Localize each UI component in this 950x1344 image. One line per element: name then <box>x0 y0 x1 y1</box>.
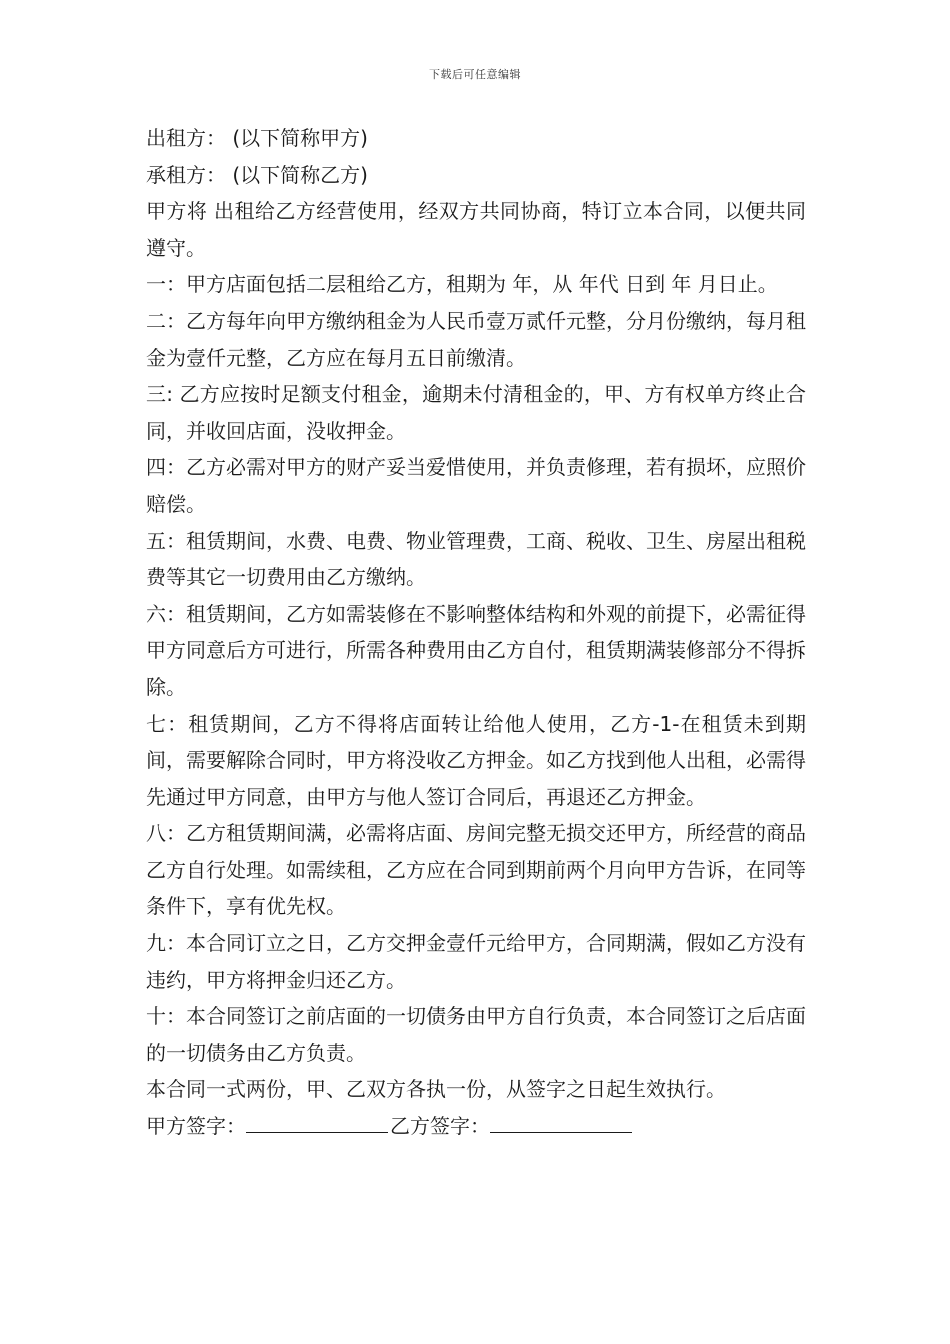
party-a-signature-blank[interactable] <box>246 1112 388 1133</box>
clause-1: 一：甲方店面包括二层租给乙方，租期为 年，从 年代 日到 年 月日止。 <box>146 272 778 297</box>
clause-5: 五：租赁期间，水费、电费、物业管理费，工商、税收、卫生、房屋出租税费等其它一切费用由乙方缴纳。 <box>146 528 806 590</box>
clause-4: 四：乙方必需对甲方的财产妥当爱惜使用，并负责修理，若有损坏，应照价赔偿。 <box>146 455 806 516</box>
clause-copies: 本合同一式两份，甲、乙双方各执一份，从签字之日起生效执行。 <box>146 1077 726 1102</box>
clause-preamble: 甲方将 出租给乙方经营使用，经双方共同协商，特订立本合同，以便共同遵守。 <box>146 199 806 260</box>
clause-8: 八：乙方租赁期间满，必需将店面、房间完整无损交还甲方，所经营的商品乙方自行处理。如需续租，乙方应在合同到期前两个月向甲方告诉，在同等条件下，享有优先权。 <box>146 821 806 919</box>
header-note: 下载后可任意编辑 <box>429 68 521 81</box>
clause-lessee: 承租方： (以下简称乙方) <box>146 162 368 187</box>
clause-lessor: 出租方： (以下简称甲方) <box>146 126 368 150</box>
clause-2: 二：乙方每年向甲方缴纳租金为人民币壹万贰仟元整，分月份缴纳，每月租金为壹仟元整，乙方应在每月五日前缴清。 <box>146 308 806 370</box>
clause-7: 七：租赁期间，乙方不得将店面转让给他人使用，乙方-1-在租赁未到期间，需要解除合同时，甲方将没收乙方押金。如乙方找到他人出租，必需得先通过甲方同意，由甲方与他人签订合同后，再退还乙方押金。 <box>146 711 806 809</box>
clause-9: 九：本合同订立之日，乙方交押金壹仟元给甲方，合同期满，假如乙方没有违约，甲方将押金归还乙方。 <box>146 931 806 992</box>
party-a-signature-label: 甲方签字： <box>146 1114 246 1139</box>
clause-6: 六：租赁期间，乙方如需装修在不影响整体结构和外观的前提下，必需征得甲方同意后方可进行，所需各种费用由乙方自付，租赁期满装修部分不得拆除。 <box>146 601 806 699</box>
clause-10: 十：本合同签订之前店面的一切债务由甲方自行负责，本合同签订之后店面的一切债务由乙方负责。 <box>146 1004 806 1065</box>
contract-body <box>146 120 806 1145</box>
party-b-signature-blank[interactable] <box>490 1112 632 1133</box>
clause-3: 三: 乙方应按时足额支付租金，逾期未付清租金的，甲、方有权单方终止合同，并收回店面，没收押金。 <box>146 382 806 443</box>
signature-line <box>146 1108 806 1145</box>
party-b-signature-label: 乙方签字： <box>390 1114 490 1139</box>
